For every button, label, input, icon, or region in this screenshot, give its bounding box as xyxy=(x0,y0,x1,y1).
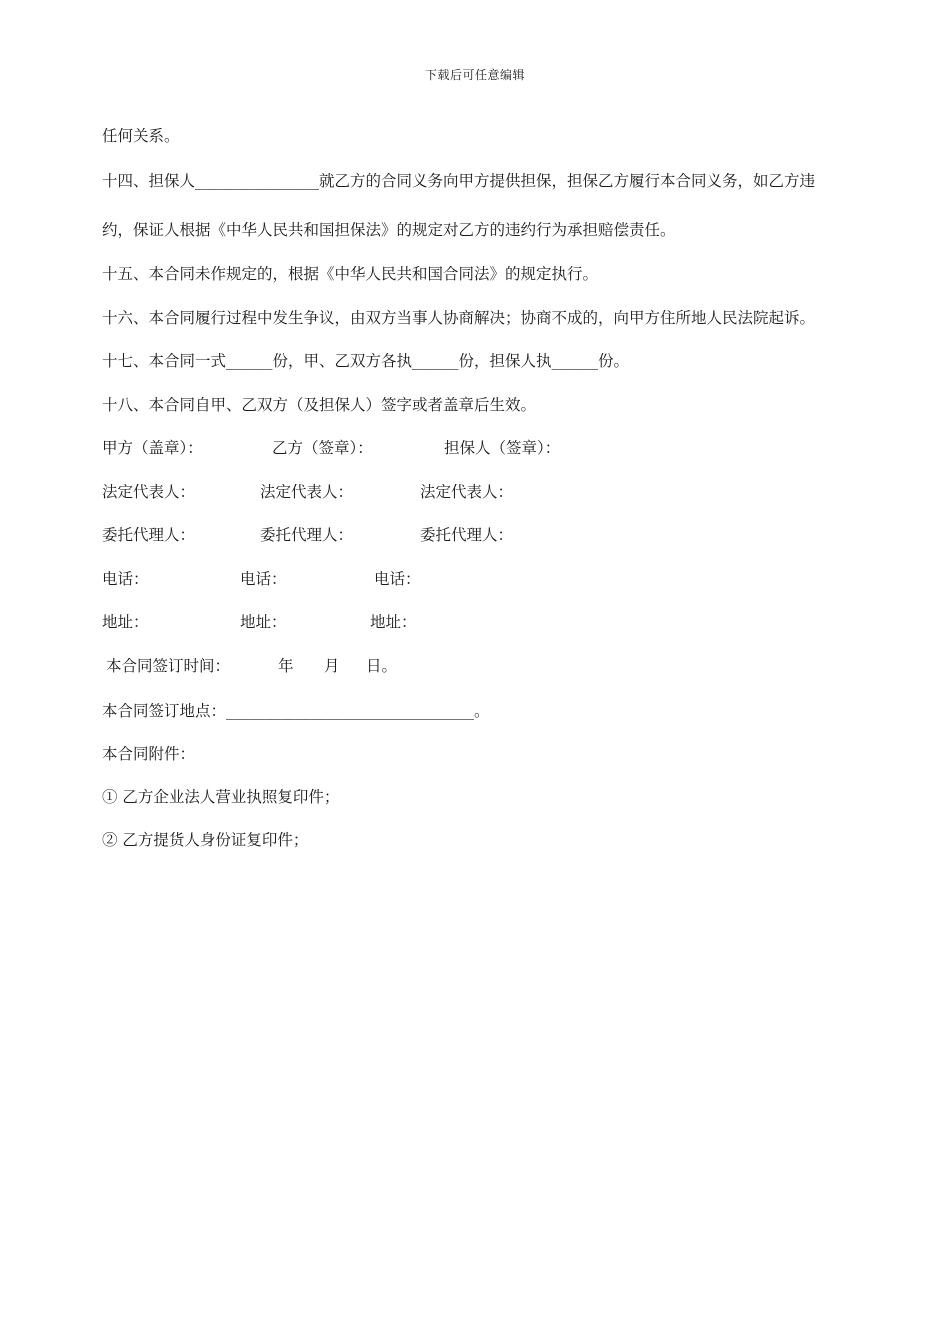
clause-15: 十五、本合同未作规定的，根据《中华人民共和国合同法》的规定执行。 xyxy=(102,265,599,283)
attachments-title: 本合同附件： xyxy=(102,745,196,763)
agent-g: 委托代理人： xyxy=(420,526,514,544)
signing-day: 日。 xyxy=(366,657,398,675)
signing-month: 月 xyxy=(324,657,340,675)
agent-b: 委托代理人： xyxy=(260,526,354,544)
signing-time-label: 本合同签订时间： xyxy=(106,657,231,675)
clause-17: 十七、本合同一式______份，甲、乙双方各执______份，担保人执______份。 xyxy=(102,352,630,370)
clause-18: 十八、本合同自甲、乙双方（及担保人）签字或者盖章后生效。 xyxy=(102,396,537,414)
clause-13-tail: 任何关系。 xyxy=(102,127,180,145)
attachment-item-2: ② 乙方提货人身份证复印件； xyxy=(102,831,309,849)
attachment-item-1: ① 乙方企业法人营业执照复印件； xyxy=(102,788,340,806)
addr-g: 地址： xyxy=(370,613,417,631)
phone-b: 电话： xyxy=(240,570,287,588)
rep-a: 法定代表人： xyxy=(102,483,196,501)
signing-place: 本合同签订地点：________________________________。 xyxy=(102,702,490,720)
phone-a: 电话： xyxy=(102,570,149,588)
clause-16: 十六、本合同履行过程中发生争议，由双方当事人协商解决；协商不成的，向甲方住所地人民法院起诉。 xyxy=(102,309,816,327)
guarantor-seal: 担保人（签章）： xyxy=(444,439,561,457)
clause-14-cont: 约，保证人根据《中华人民共和国担保法》的规定对乙方的违约行为承担赔偿责任。 xyxy=(102,221,676,239)
clause-14: 十四、担保人________________就乙方的合同义务向甲方提供担保，担保乙方履行本合同义务，如乙方违 xyxy=(102,172,816,190)
addr-a: 地址： xyxy=(102,613,149,631)
signing-year: 年 xyxy=(278,657,294,675)
rep-g: 法定代表人： xyxy=(420,483,514,501)
agent-a: 委托代理人： xyxy=(102,526,196,544)
party-b-seal: 乙方（签章）： xyxy=(272,439,373,457)
rep-b: 法定代表人： xyxy=(260,483,354,501)
addr-b: 地址： xyxy=(240,613,287,631)
phone-g: 电话： xyxy=(374,570,421,588)
party-a-seal: 甲方（盖章）： xyxy=(102,439,203,457)
page-header: 下载后可任意编辑 xyxy=(424,68,525,82)
